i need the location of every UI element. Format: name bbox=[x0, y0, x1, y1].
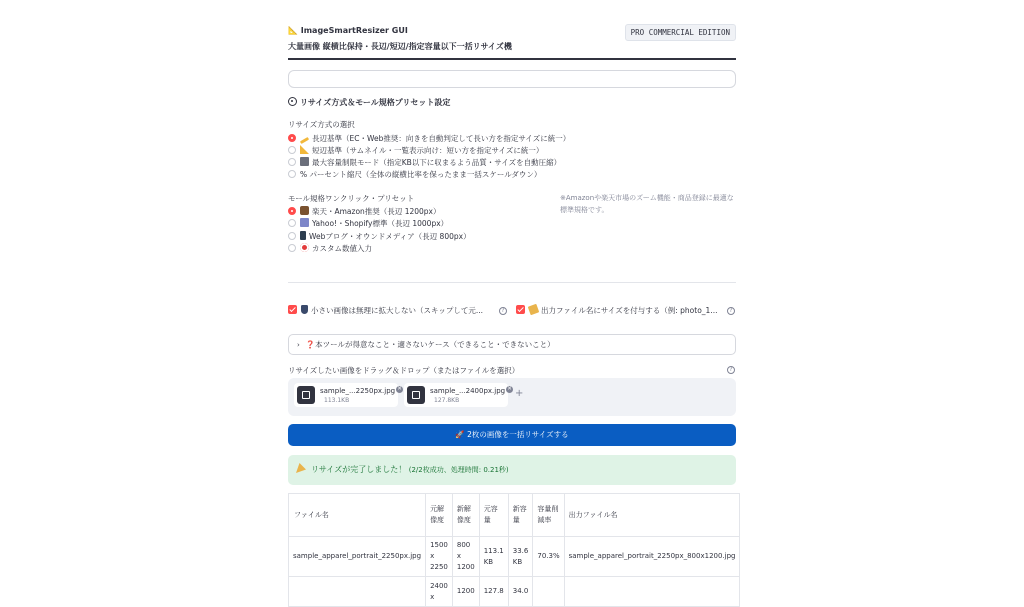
table-header: 元容量 bbox=[479, 494, 508, 537]
app-title: 📐 ImageSmartResizer GUI bbox=[288, 26, 408, 35]
resize-option-percent[interactable] bbox=[288, 169, 541, 181]
table-cell: 1500 x 2250 bbox=[426, 537, 453, 577]
table-cell: 34.0 bbox=[508, 577, 533, 607]
filename-suffix-option[interactable] bbox=[516, 305, 717, 317]
capabilities-expander[interactable] bbox=[288, 334, 736, 355]
ruler-icon bbox=[300, 137, 309, 144]
preset-option-web-blog[interactable] bbox=[288, 231, 471, 243]
table-cell bbox=[289, 577, 426, 607]
phone-icon bbox=[300, 231, 306, 240]
uploaded-file-card bbox=[294, 383, 402, 407]
table-header: 出力ファイル名 bbox=[564, 494, 740, 537]
resize-mode-label: リサイズ方式の選択 bbox=[288, 120, 355, 129]
success-message: リサイズが完了しました！ bbox=[311, 465, 407, 474]
radio-unselected[interactable] bbox=[288, 244, 296, 252]
preset-option-label: 楽天・Amazon推奨（長辺 1200px） bbox=[312, 207, 441, 216]
resize-option-label: 短辺基準（サムネイル・一覧表示向け：短い方を指定サイズに統一） bbox=[312, 146, 544, 155]
uploaded-file-card bbox=[404, 383, 512, 407]
party-icon bbox=[296, 463, 306, 473]
empty-input-box[interactable] bbox=[288, 70, 736, 88]
radio-unselected[interactable] bbox=[288, 170, 296, 178]
table-cell: 1200 bbox=[452, 577, 479, 607]
triangle-ruler-icon bbox=[300, 145, 309, 154]
radio-unselected[interactable] bbox=[288, 146, 296, 154]
remove-file-icon[interactable]: ✕ bbox=[397, 386, 402, 392]
resize-option-short-edge[interactable] bbox=[288, 145, 543, 157]
preset-option-label: Webブログ・オウンドメディア（長辺 800px） bbox=[309, 232, 471, 241]
chevron-right-icon: › bbox=[297, 341, 300, 349]
success-alert bbox=[288, 455, 736, 485]
table-cell bbox=[564, 577, 740, 607]
shield-icon bbox=[301, 305, 308, 314]
preset-option-label: カスタム数値入力 bbox=[312, 244, 372, 253]
table-cell bbox=[533, 577, 564, 607]
file-size: 127.8KB bbox=[434, 397, 460, 404]
file-name: sample_...2250px.jpg bbox=[320, 387, 396, 395]
resize-option-max-size[interactable] bbox=[288, 157, 561, 169]
checkbox-checked[interactable] bbox=[288, 305, 297, 314]
table-cell: sample_apparel_portrait_2250px_800x1200.jpg bbox=[564, 537, 740, 577]
image-file-icon bbox=[297, 386, 315, 404]
table-header: 容量削減率 bbox=[533, 494, 564, 537]
table-cell: 70.3% bbox=[533, 537, 564, 577]
resize-option-label: 最大容量制限モード（指定KB以下に収まるよう品質・サイズを自動圧縮） bbox=[312, 158, 562, 167]
compress-icon bbox=[300, 157, 309, 166]
settings-title-text: リサイズ方式＆モール規格プリセット設定 bbox=[300, 98, 451, 107]
table-cell: 127.8 bbox=[479, 577, 508, 607]
radio-selected[interactable] bbox=[288, 207, 296, 215]
tag-icon bbox=[528, 304, 540, 316]
preset-note: ※Amazonや楽天市場のズーム機能・商品登録に最適な標準規格です。 bbox=[560, 194, 734, 214]
gear-icon bbox=[288, 97, 297, 106]
uploader-label: リサイズしたい画像をドラッグ＆ドロップ（またはファイルを選択） bbox=[288, 366, 520, 375]
radio-unselected[interactable] bbox=[288, 158, 296, 166]
help-icon[interactable]: ? bbox=[727, 307, 735, 315]
filename-suffix-label: 出力ファイル名にサイズを付与する（例: photo_1... bbox=[541, 306, 718, 315]
radio-unselected[interactable] bbox=[288, 232, 296, 240]
file-size: 113.1KB bbox=[324, 397, 350, 404]
image-file-icon bbox=[407, 386, 425, 404]
expander-label: ❓本ツールが得意なこと・適さないケース（できること・できないこと） bbox=[305, 340, 555, 349]
target-icon bbox=[300, 243, 309, 252]
table-header: 新容量 bbox=[508, 494, 533, 537]
app-header bbox=[288, 26, 736, 60]
table-cell: 33.6 KB bbox=[508, 537, 533, 577]
file-name: sample_...2400px.jpg bbox=[430, 387, 506, 395]
no-upscale-label: 小さい画像は無理に拡大しない（スキップして元... bbox=[311, 306, 484, 315]
settings-section-title bbox=[288, 97, 450, 108]
cart-icon bbox=[300, 206, 309, 215]
section-divider bbox=[288, 282, 736, 283]
add-file-icon[interactable]: + bbox=[515, 388, 524, 399]
table-header: 新解像度 bbox=[452, 494, 479, 537]
no-upscale-option[interactable] bbox=[288, 305, 483, 317]
table-cell: sample_apparel_portrait_2250px.jpg bbox=[289, 537, 426, 577]
bulk-resize-button[interactable]: 🚀 2枚の画像を一括リサイズする bbox=[288, 424, 736, 446]
table-row bbox=[289, 537, 740, 577]
table-header-row bbox=[289, 494, 740, 537]
results-table bbox=[288, 493, 740, 607]
file-dropzone[interactable] bbox=[288, 378, 736, 416]
radio-unselected[interactable] bbox=[288, 219, 296, 227]
table-cell: 800 x 1200 bbox=[452, 537, 479, 577]
radio-selected[interactable] bbox=[288, 134, 296, 142]
checkbox-checked[interactable] bbox=[516, 305, 525, 314]
table-header: ファイル名 bbox=[289, 494, 426, 537]
resize-option-long-edge[interactable] bbox=[288, 133, 570, 145]
edition-badge: PRO COMMERCIAL EDITION bbox=[625, 24, 736, 41]
preset-option-custom[interactable] bbox=[288, 243, 372, 255]
remove-file-icon[interactable]: ✕ bbox=[507, 386, 512, 392]
success-detail: (2/2枚成功、処理時間: 0.21秒) bbox=[408, 466, 509, 474]
resize-option-label: 長辺基準（EC・Web推奨：向きを自動判定して長い方を指定サイズに統一） bbox=[312, 134, 571, 143]
table-cell: 2400 x bbox=[426, 577, 453, 607]
table-row bbox=[289, 577, 740, 607]
table-cell: 113.1 KB bbox=[479, 537, 508, 577]
table-header: 元解像度 bbox=[426, 494, 453, 537]
preset-option-rakuten-amazon[interactable] bbox=[288, 206, 440, 218]
help-icon[interactable]: ? bbox=[499, 307, 507, 315]
help-icon[interactable]: ? bbox=[727, 366, 735, 374]
mall-preset-label: モール規格ワンクリック・プリセット bbox=[288, 194, 415, 203]
preset-option-label: Yahoo!・Shopify標準（長辺 1000px） bbox=[312, 219, 449, 228]
app-subtitle: 大量画像 縦横比保持・長辺/短辺/指定容量以下一括リサイズ機 bbox=[288, 42, 512, 51]
resize-option-label: % パーセント縮尺（全体の縦横比率を保ったまま一括スケールダウン） bbox=[300, 170, 542, 179]
preset-option-yahoo-shopify[interactable] bbox=[288, 218, 448, 230]
building-icon bbox=[300, 218, 309, 227]
